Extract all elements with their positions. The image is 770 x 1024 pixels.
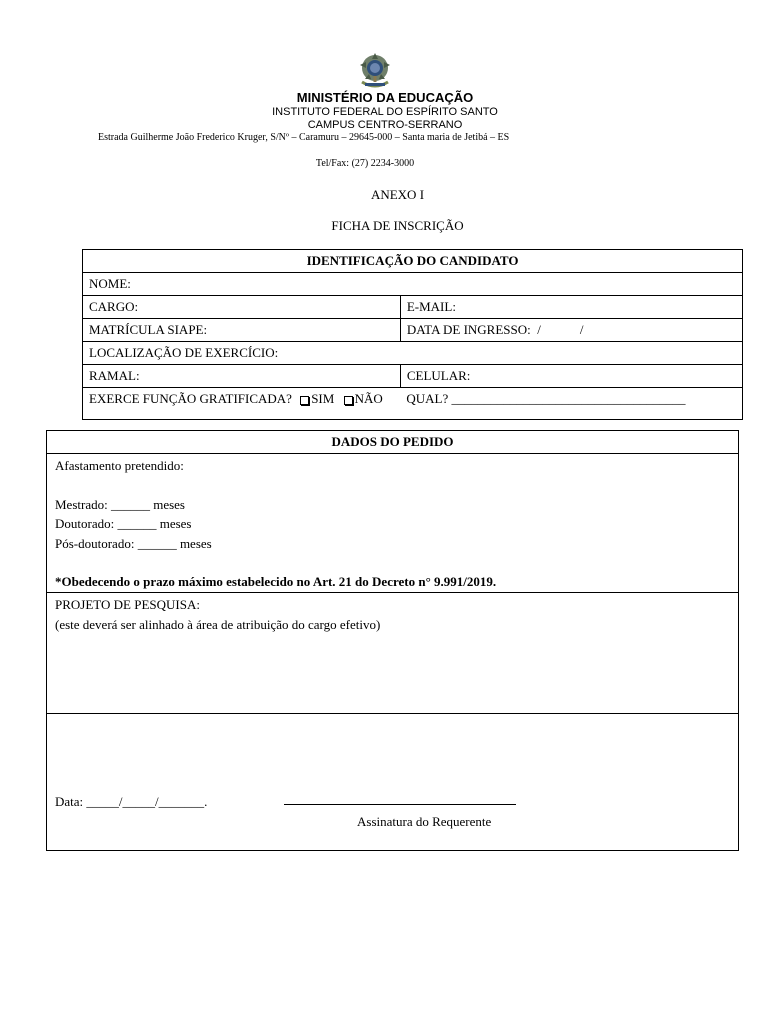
identification-table xyxy=(82,249,743,420)
projeto-note: (este deverá ser alinhado à área de atribuição do cargo efetivo) xyxy=(55,616,381,632)
signature-section xyxy=(47,714,739,851)
annex-label: ANEXO I xyxy=(370,187,425,202)
research-project-section[interactable] xyxy=(47,593,739,714)
coat-of-arms-icon xyxy=(357,52,393,90)
identification-title: IDENTIFICAÇÃO DO CANDIDATO xyxy=(83,250,743,273)
pos-doutorado-field[interactable]: Pós-doutorado: ______ meses xyxy=(55,535,212,551)
ministry-title: MINISTÉRIO DA EDUCAÇÃO xyxy=(296,90,474,105)
institute-name: INSTITUTO FEDERAL DO ESPÍRITO SANTO xyxy=(272,106,498,118)
address: Estrada Guilherme João Frederico Kruger, S/Nº – Caramuru – 29645-000 – Santa maria de Jetibá – ES xyxy=(98,132,510,143)
phone: Tel/Fax: (27) 2234-3000 xyxy=(315,158,415,169)
field-ramal[interactable]: RAMAL: xyxy=(83,365,401,388)
deadline-note: *Obedecendo o prazo máximo estabelecido no Art. 21 do Decreto n° 9.991/2019. xyxy=(55,574,497,589)
doutorado-field[interactable]: Doutorado: ______ meses xyxy=(55,516,192,531)
funcao-question: EXERCE FUNÇÃO GRATIFICADA? xyxy=(89,391,292,406)
leave-section xyxy=(47,454,739,593)
checkbox-sim-icon[interactable] xyxy=(300,396,309,405)
signature-label: Assinatura do Requerente xyxy=(357,814,492,829)
date-field[interactable]: Data: _____/_____/_______. xyxy=(55,794,208,809)
mestrado-field[interactable]: Mestrado: ______ meses xyxy=(55,496,185,512)
form-title: FICHA DE INSCRIÇÃO xyxy=(331,218,464,233)
checkbox-nao-icon[interactable] xyxy=(344,396,353,405)
field-qual[interactable]: QUAL? ____________________________________ xyxy=(400,388,742,420)
field-localizacao[interactable]: LOCALIZAÇÃO DE EXERCÍCIO: xyxy=(83,342,743,365)
projeto-label: PROJETO DE PESQUISA: xyxy=(55,597,200,612)
field-email[interactable]: E-MAIL: xyxy=(400,296,742,319)
request-title: DADOS DO PEDIDO xyxy=(47,431,739,454)
request-table xyxy=(46,430,739,851)
field-nome[interactable]: NOME: xyxy=(83,273,743,296)
campus-name: CAMPUS CENTRO-SERRANO xyxy=(307,119,463,131)
signature-line[interactable] xyxy=(284,804,516,805)
field-funcao-gratificada xyxy=(83,388,401,420)
field-cargo[interactable]: CARGO: xyxy=(83,296,401,319)
field-data-ingresso[interactable]: DATA DE INGRESSO: / / xyxy=(400,319,742,342)
field-celular[interactable]: CELULAR: xyxy=(400,365,742,388)
field-matricula[interactable]: MATRÍCULA SIAPE: xyxy=(83,319,401,342)
option-sim: SIM xyxy=(311,391,335,406)
option-nao: NÃO xyxy=(354,391,383,406)
afastamento-label: Afastamento pretendido: xyxy=(55,458,184,473)
